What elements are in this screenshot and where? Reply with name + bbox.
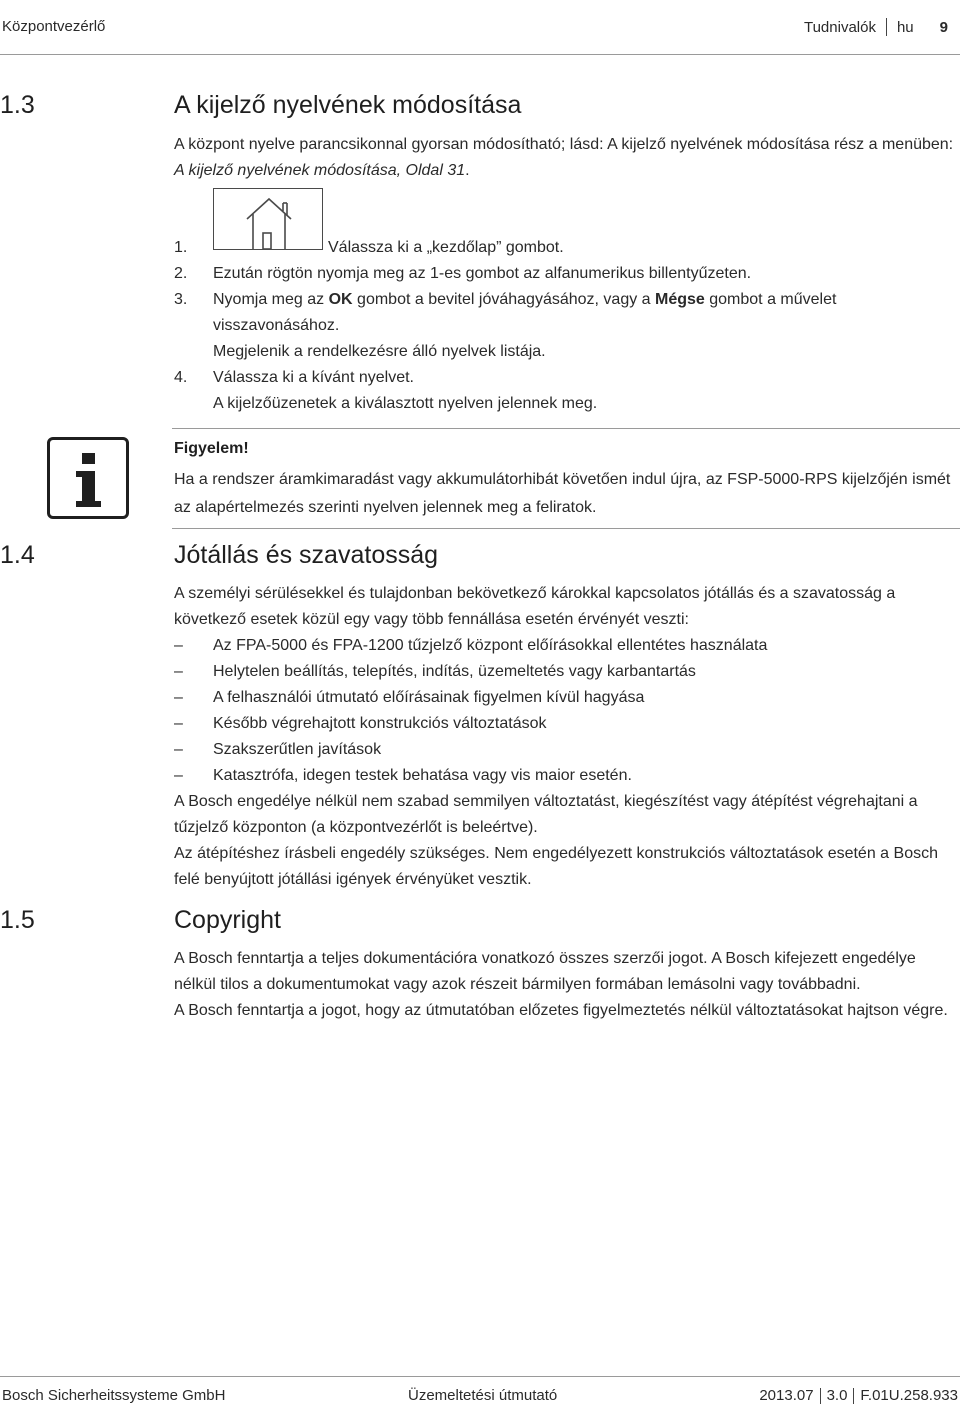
copyright-paragraph-2: A Bosch fenntartja a jogot, hogy az útmutatóban előzetes figyelmeztetés nélkül változtatásokat hajtson végre. (174, 1002, 948, 1019)
notice-rule-bottom (172, 528, 960, 529)
notice-text: Ha a rendszer áramkimaradást vagy akkumulátorhibát követően indul újra, az FSP-5000-RPS kijelzőjén ismét az alapértelmezés szerinti nyelven jelennek meg a feliratok. (174, 471, 951, 516)
warranty-list (174, 633, 960, 789)
warranty-paragraph-2: Az átépítéshez írásbeli engedély szükséges. Nem engedélyezett konstrukciós változtatások esetén a Bosch felé benyújtott jótállási igények érvényüket vesztik. (174, 845, 938, 888)
steps-list (174, 235, 960, 417)
section-number-1-5: 1.5 (0, 906, 35, 934)
list-item: – Szakszerűtlen javítások (174, 741, 382, 758)
page-number: 9 (939, 18, 948, 36)
header-title: Központvezérlő (2, 18, 106, 35)
section-number-1-4: 1.4 (0, 541, 35, 569)
notice-title: Figyelem! (174, 440, 249, 457)
list-item: – Helytelen beállítás, telepítés, indítás, üzemeltetés vagy karbantartás (174, 663, 696, 680)
step-2: 2. Ezután rögtön nyomja meg az 1-es gombot az alfanumerikus billentyűzeten. (174, 265, 752, 282)
list-item: – A felhasználói útmutató előírásainak figyelmen kívül hagyása (174, 689, 645, 706)
info-icon (47, 437, 129, 519)
header-right (804, 18, 948, 36)
section-intro-1-3: A központ nyelve parancsikonnal gyorsan módosítható; lásd: A kijelző nyelvének módosítása rész a menüben: A kijelző nyelvének módosítása, Oldal 31. (174, 136, 954, 179)
step-4-result: A kijelzőüzenetek a kiválasztott nyelven jelennek meg. (213, 395, 598, 412)
step-3-result: Megjelenik a rendelkezésre álló nyelvek listája. (213, 343, 546, 360)
step-1: 1. Válassza ki a „kezdőlap” gombot. (174, 239, 564, 256)
warranty-paragraph-1: A Bosch engedélye nélkül nem szabad semmilyen változtatást, kiegészítést vagy átépítést végrehajtani a tűzjelző központon (a központvezérlőt is beleértve). (174, 793, 918, 836)
section-title-1-3: A kijelző nyelvének módosítása (174, 91, 522, 119)
ok-label: OK (328, 291, 353, 308)
section-body-1-5 (174, 946, 960, 1024)
footer-doc-id: F.01U.258.933 (860, 1387, 958, 1404)
cancel-label: Mégse (655, 291, 705, 308)
footer-rule (0, 1376, 960, 1377)
header-separator (886, 18, 887, 36)
footer-version: 3.0 (826, 1387, 848, 1404)
list-item: – Később végrehajtott konstrukciós változtatások (174, 715, 547, 732)
copyright-paragraph-1: A Bosch fenntartja a teljes dokumentációra vonatkozó összes szerzői jogot. A Bosch kifejezett engedélye nélkül tilos a dokumentumokat vagy azok részeit bármilyen formában lemásolni vagy továbbadni. (174, 950, 916, 993)
header-lang: hu (896, 18, 914, 36)
step-3: 3. Nyomja meg az OK gombot a bevitel jóváhagyásához, vagy a Mégse gombot a művelet visszavonásához. (174, 291, 837, 334)
intro-reference: A kijelző nyelvének módosítása, Oldal 31 (174, 162, 466, 179)
intro-text: A központ nyelve parancsikonnal gyorsan módosítható; lásd: A kijelző nyelvének módosítása rész a menüben: (174, 136, 954, 153)
step-4: 4. Válassza ki a kívánt nyelvet. (174, 369, 414, 386)
footer-date: 2013.07 (759, 1387, 814, 1404)
notice-rule-top (172, 428, 960, 429)
section-body-1-4 (174, 581, 960, 893)
footer-doc-info (759, 1387, 958, 1404)
list-item: – Az FPA-5000 és FPA-1200 tűzjelző központ előírásokkal ellentétes használata (174, 637, 768, 654)
section-number-1-3: 1.3 (0, 91, 35, 119)
header-section: Tudnivalók (803, 18, 876, 36)
list-item: – Katasztrófa, idegen testek behatása vagy vis maior esetén. (174, 767, 632, 784)
header-rule (0, 54, 960, 55)
footer-doc-type: Üzemeltetési útmutató (408, 1387, 558, 1404)
section-title-1-5: Copyright (174, 906, 281, 934)
section-title-1-4: Jótállás és szavatosság (174, 541, 439, 569)
warranty-intro: A személyi sérülésekkel és tulajdonban bekövetkező károkkal kapcsolatos jótállás és a szavatosság a következő esetek közül egy vagy több fennállása esetén érvényét veszti: (174, 585, 896, 628)
footer-company: Bosch Sicherheitssysteme GmbH (2, 1387, 226, 1404)
